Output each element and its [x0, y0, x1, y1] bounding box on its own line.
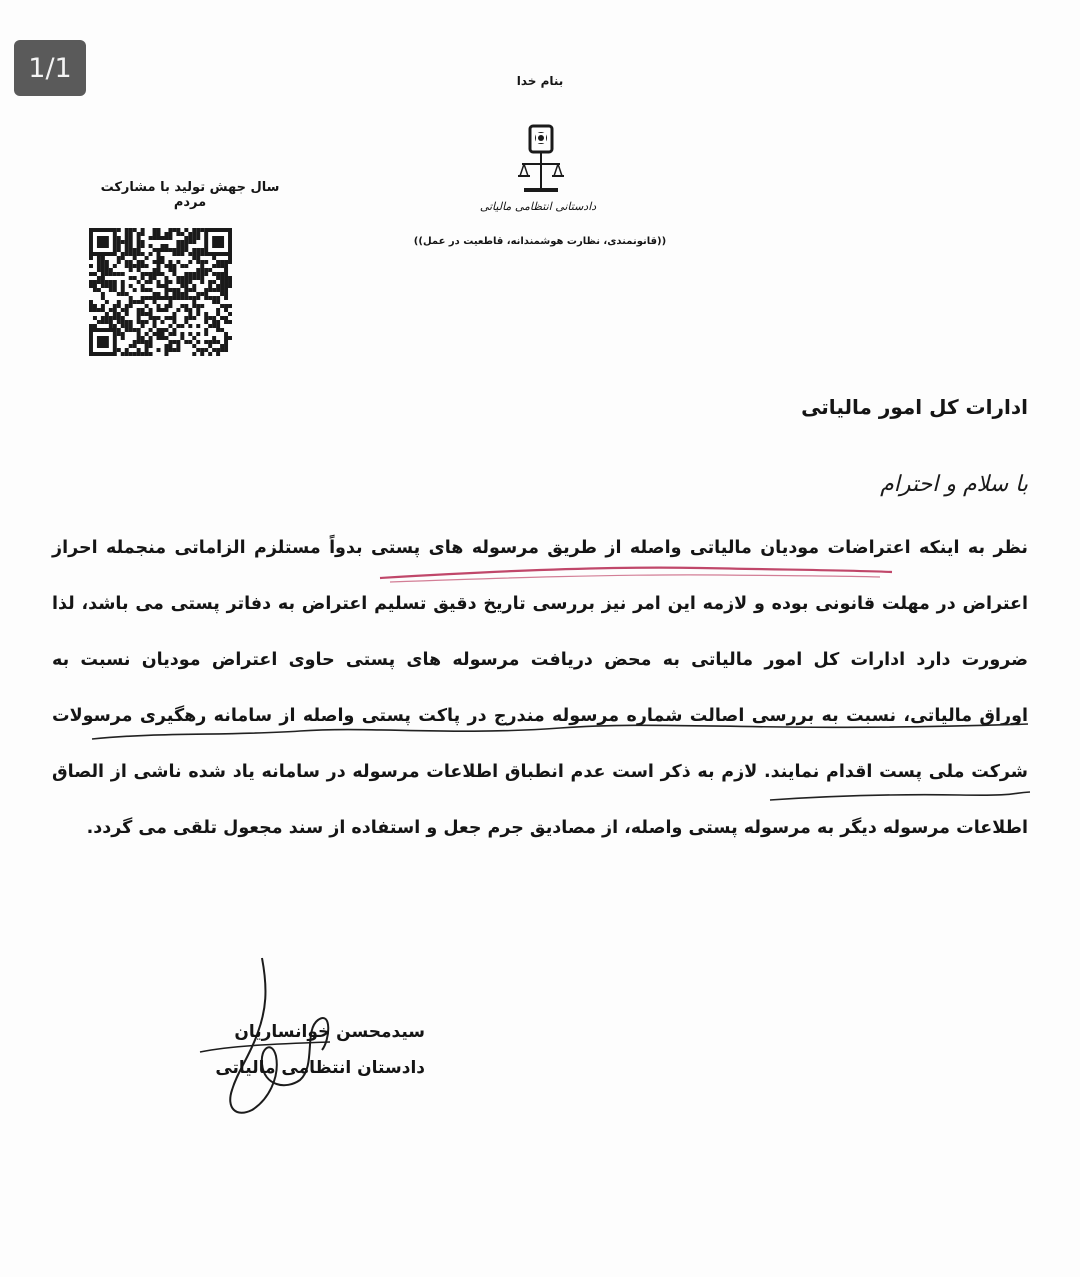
signer-name: سیدمحسن خوانساریان — [234, 1022, 425, 1042]
letter-body — [52, 520, 1028, 856]
organization-name: دادستانی انتظامی مالیاتی — [479, 200, 597, 213]
body-line: اوراق مالیاتی، نسبت به بررسی اصالت شماره مرسوله مندرج در پاکت پستی واصله از سامانه رهگیری مرسولات — [52, 706, 1028, 726]
handwritten-signature — [200, 1042, 330, 1052]
qr-code — [89, 228, 232, 356]
judiciary-emblem-icon — [510, 122, 570, 202]
bismillah-heading: بنام خدا — [516, 74, 564, 88]
body-line: ضرورت دارد ادارات کل امور مالیاتی به محض دریافت مرسوله های پستی حاوی اعتراض مودیان نسبت به — [52, 650, 1028, 670]
year-slogan: سال جهش تولید با مشارکت مردم — [100, 180, 280, 210]
organization-motto: ((قانونمندی، نظارت هوشمندانه، قاطعیت در عمل)) — [413, 236, 667, 247]
greeting-handwritten: با سلام و احترام — [880, 472, 1028, 497]
body-line: اعتراض در مهلت قانونی بوده و لازمه این امر نیز بررسی تاریخ دقیق تسلیم اعتراض به دفاتر پستی می باشد، لذا — [52, 594, 1028, 614]
recipient-heading: ادارات کل امور مالیاتی — [801, 395, 1028, 419]
signer-title: دادستان انتظامی مالیاتی — [215, 1058, 425, 1078]
body-line: نظر به اینکه اعتراضات مودیان مالیاتی واصله از طریق مرسوله های پستی بدواً مستلزم الزاماتی منجمله احراز — [52, 538, 1028, 558]
body-line: اطلاعات مرسوله دیگر به مرسوله پستی واصله، از مصادیق جرم جعل و استفاده از سند مجعول تلقی می گردد. — [86, 818, 1028, 838]
page-counter-badge: 1/1 — [14, 40, 86, 96]
body-line: شرکت ملی پست اقدام نمایند. لازم به ذکر است عدم انطباق اطلاعات مرسوله در سامانه یاد شده ناشی از الصاق — [52, 762, 1028, 782]
